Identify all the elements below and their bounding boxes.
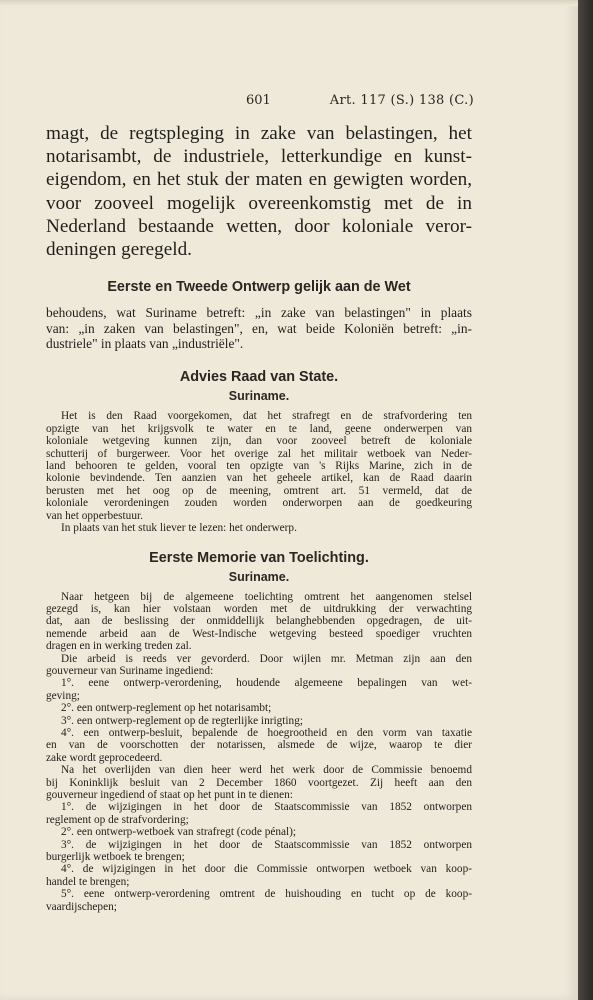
text-line: vaardijschepen; xyxy=(46,900,117,913)
list-item: 1°. eene ontwerp-verordening, houdende algemeene bepalingen van wet- xyxy=(61,677,472,690)
text-line: Die arbeid is reeds ver gevorderd. Door wijlen mr. Metman zijn aan den xyxy=(61,652,472,665)
text-line: behoudens, wat Suriname betreft: „in zake van belastingen" in plaats xyxy=(46,305,472,321)
section-heading-advies: Advies Raad van State. xyxy=(179,369,339,386)
text-line: In plaats van het stuk liever te lezen: het onderwerp. xyxy=(61,522,297,535)
text-line: Nederland bestaande wetten, door koloniale veror- xyxy=(46,215,472,237)
advies-paragraph xyxy=(46,410,472,534)
text-line: geving; xyxy=(46,689,80,702)
text-line: deningen geregeld. xyxy=(46,239,192,261)
text-line: schutterij of burgerweer. Voor het overige zal het militair wetboek van Neder- xyxy=(46,447,472,460)
scan-shadow xyxy=(0,0,578,6)
list-item: 4°. een ontwerp-besluit, bepalende de hoegrootheid en den vorm van taxatie xyxy=(61,726,472,739)
text-line: reglement op de strafvordering; xyxy=(46,813,189,826)
text-line: Het is den Raad voorgekomen, dat het strafregt en de strafvordering ten xyxy=(61,410,472,423)
text-line: Naar hetgeen bij de algemeene toelichting omtrent het aangenomen stelsel xyxy=(61,590,472,603)
text-line: opzigte van het krijgsvolk te water en te land, geene onderwerpen van xyxy=(46,422,472,435)
text-line: nemende arbeid aan de West-Indische wetgeving besteed spoediger vruchten xyxy=(46,627,472,640)
book-edge xyxy=(578,0,593,1000)
text-line: bij Koninklijk besluit van 2 December 1860 voortgezet. Zij heeft aan den xyxy=(46,776,472,789)
ontwerp-paragraph xyxy=(46,305,472,351)
text-line: dragen en in werking treden zal. xyxy=(46,640,192,653)
text-line: van het opperbestuur. xyxy=(46,509,143,522)
list-item: 3°. de wijzigingen in het door de Staatscommissie van 1852 ontworpen xyxy=(61,838,472,851)
text-line: Na het overlijden van dien heer werd het werk door de Commissie benoemd xyxy=(61,764,472,777)
section-subheading-suriname: Suriname. xyxy=(228,389,290,404)
section-heading-memorie: Eerste Memorie van Toelichting. xyxy=(149,549,369,566)
list-item: 2°. een ontwerp-reglement op het notarisambt; xyxy=(61,702,272,715)
text-line: handel te brengen; xyxy=(46,875,130,888)
text-line: koloniale verordeningen zouden worden onderworpen aan de goedkeuring xyxy=(46,497,472,510)
article-reference: Art. 117 (S.) 138 (C.) xyxy=(329,93,474,108)
text-line: zake wordt geprocedeerd. xyxy=(46,751,163,764)
list-item: 5°. eene ontwerp-verordening omtrent de huishouding en tucht op de koop- xyxy=(61,888,472,901)
running-header xyxy=(46,93,474,109)
text-line: gezegd is, kan hier volstaan worden met de uitdrukking der verwachting xyxy=(46,602,472,615)
section-heading-ontwerp: Eerste en Tweede Ontwerp gelijk aan de Wet xyxy=(107,279,411,296)
page-content xyxy=(46,122,472,913)
text-line: gouverneur ingediend of staat op het punt in te dienen: xyxy=(46,789,293,801)
list-item: 2°. een ontwerp-wetboek van strafregt (code pénal); xyxy=(61,826,297,839)
text-line: en van de voorschotten der notarissen, alsmede de wijze, waarop te dier xyxy=(46,739,472,752)
text-line: berusten met het oog op de meening, omtrent art. 51 vermeld, dat de xyxy=(46,484,472,497)
text-line: dat, aan de beslissing der onmiddellijk belanghebbenden opgedragen, de uit- xyxy=(46,615,472,628)
text-line: land behooren te gelden, vooral ten opzigte van 's Rijks Marine, zich in de xyxy=(46,460,472,473)
text-line: dustriele" in plaats van „industriële". xyxy=(46,336,244,352)
text-line: eigendom, en het stuk der maten en gewigten worden, xyxy=(46,169,472,191)
memorie-paragraph xyxy=(46,591,472,914)
text-line: voor zooveel mogelijk overeenkomstig met de in xyxy=(46,192,472,214)
section-subheading-suriname: Suriname. xyxy=(228,569,290,584)
text-line: van: „in zaken van belastingen", en, wat beide Koloniën betreft: „in- xyxy=(46,320,472,336)
page-number: 601 xyxy=(246,93,271,108)
list-item: 4°. de wijzigingen in het door die Commissie ontworpen wetboek van koop- xyxy=(61,863,472,876)
text-line: kolonie bevindende. Ten aanzien van het geheele artikel, kan de Raad daarin xyxy=(46,472,472,485)
text-line: koloniale wetgeving kunnen zijn, dan voor zooveel betreft de koloniale xyxy=(46,435,472,448)
lead-paragraph xyxy=(46,122,472,261)
text-line: gouverneur van Suriname ingediend: xyxy=(46,664,214,677)
text-line: notarisambt, de industriele, letterkundige en kunst- xyxy=(46,146,472,168)
list-item: 3°. een ontwerp-reglement op de regterlijke inrigting; xyxy=(61,714,303,727)
text-line: burgerlijk wetboek te brengen; xyxy=(46,851,185,864)
list-item: 1°. de wijzigingen in het door de Staatscommissie van 1852 ontworpen xyxy=(61,801,472,814)
text-line: magt, de regtspleging in zake van belastingen, het xyxy=(46,123,472,144)
